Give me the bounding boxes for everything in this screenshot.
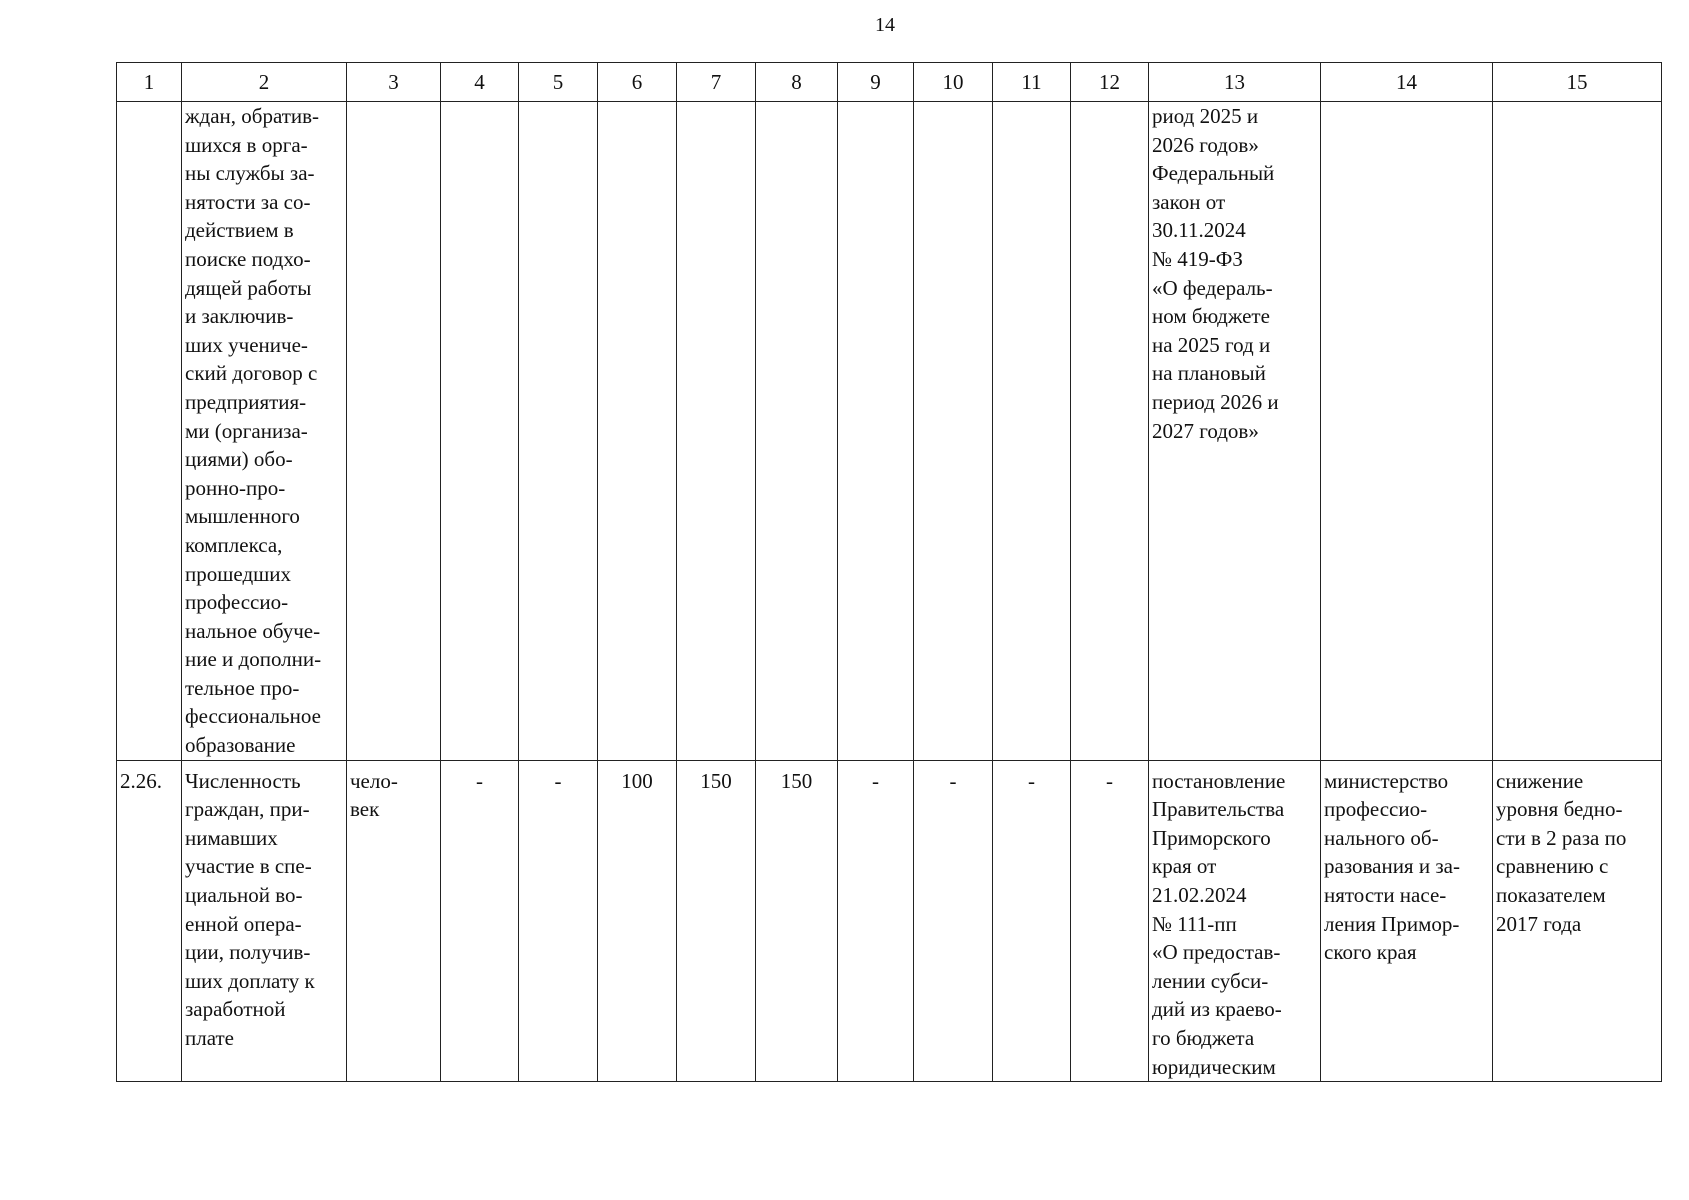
value-cell: -: [519, 760, 598, 1082]
indicator-name-cell: Численность граждан, при- нимавших участие в спе- циальной во- енной опера- ции, получив- ших доплату к заработной плате: [182, 760, 347, 1082]
column-header: 11: [993, 63, 1071, 102]
value-cell: [838, 102, 914, 761]
column-header: 2: [182, 63, 347, 102]
column-header: 15: [1493, 63, 1662, 102]
value-cell: [598, 102, 677, 761]
value-cell: [677, 102, 756, 761]
value-cell: -: [838, 760, 914, 1082]
column-header: 3: [347, 63, 441, 102]
row-number-cell: [117, 102, 182, 761]
value-cell: 150: [677, 760, 756, 1082]
unit-cell: [347, 102, 441, 761]
value-cell: [756, 102, 838, 761]
value-cell: [1071, 102, 1149, 761]
indicators-table: [116, 62, 1662, 1082]
goal-cell: снижение уровня бедно- сти в 2 раза по сравнению с показателем 2017 года: [1493, 760, 1662, 1082]
value-cell: 100: [598, 760, 677, 1082]
column-header: 14: [1321, 63, 1493, 102]
value-cell: 150: [756, 760, 838, 1082]
value-cell: -: [441, 760, 519, 1082]
column-header: 9: [838, 63, 914, 102]
column-header: 10: [914, 63, 993, 102]
value-cell: [914, 102, 993, 761]
value-cell: [519, 102, 598, 761]
legal-basis-cell: постановление Правительства Приморского края от 21.02.2024 № 111-пп «О предостав- лении субси- дий из краево- го бюджета юридическим: [1149, 760, 1321, 1082]
column-header: 13: [1149, 63, 1321, 102]
column-header: 12: [1071, 63, 1149, 102]
column-number-row: [117, 63, 1662, 102]
legal-basis-cell: риод 2025 и 2026 годов» Федеральный закон от 30.11.2024 № 419-ФЗ «О федераль- ном бюджете на 2025 год и на плановый период 2026 и 2027 годов»: [1149, 102, 1321, 761]
column-header: 6: [598, 63, 677, 102]
column-header: 1: [117, 63, 182, 102]
unit-cell: чело- век: [347, 760, 441, 1082]
goal-cell: [1493, 102, 1662, 761]
responsible-cell: министерство профессио- нального об- разования и за- нятости насе- ления Примор- ского края: [1321, 760, 1493, 1082]
row-number-cell: 2.26.: [117, 760, 182, 1082]
indicator-name-cell: ждан, обратив- шихся в орга- ны службы за- нятости за со- действием в поиске подхо- дящей работы и заключив- ших учениче- ский договор с предприятия- ми (организа- циями) обо- ронно-про- мышленного комплекса, прошедших профессио- нальное обуче- ние и дополни- тельное про- фессиональное образование: [182, 102, 347, 761]
column-header: 7: [677, 63, 756, 102]
value-cell: -: [914, 760, 993, 1082]
value-cell: [993, 102, 1071, 761]
responsible-cell: [1321, 102, 1493, 761]
table-row: [117, 760, 1662, 1082]
page-number: 14: [875, 14, 895, 36]
table-row: [117, 102, 1662, 761]
column-header: 5: [519, 63, 598, 102]
column-header: 4: [441, 63, 519, 102]
value-cell: -: [993, 760, 1071, 1082]
value-cell: [441, 102, 519, 761]
column-header: 8: [756, 63, 838, 102]
value-cell: -: [1071, 760, 1149, 1082]
